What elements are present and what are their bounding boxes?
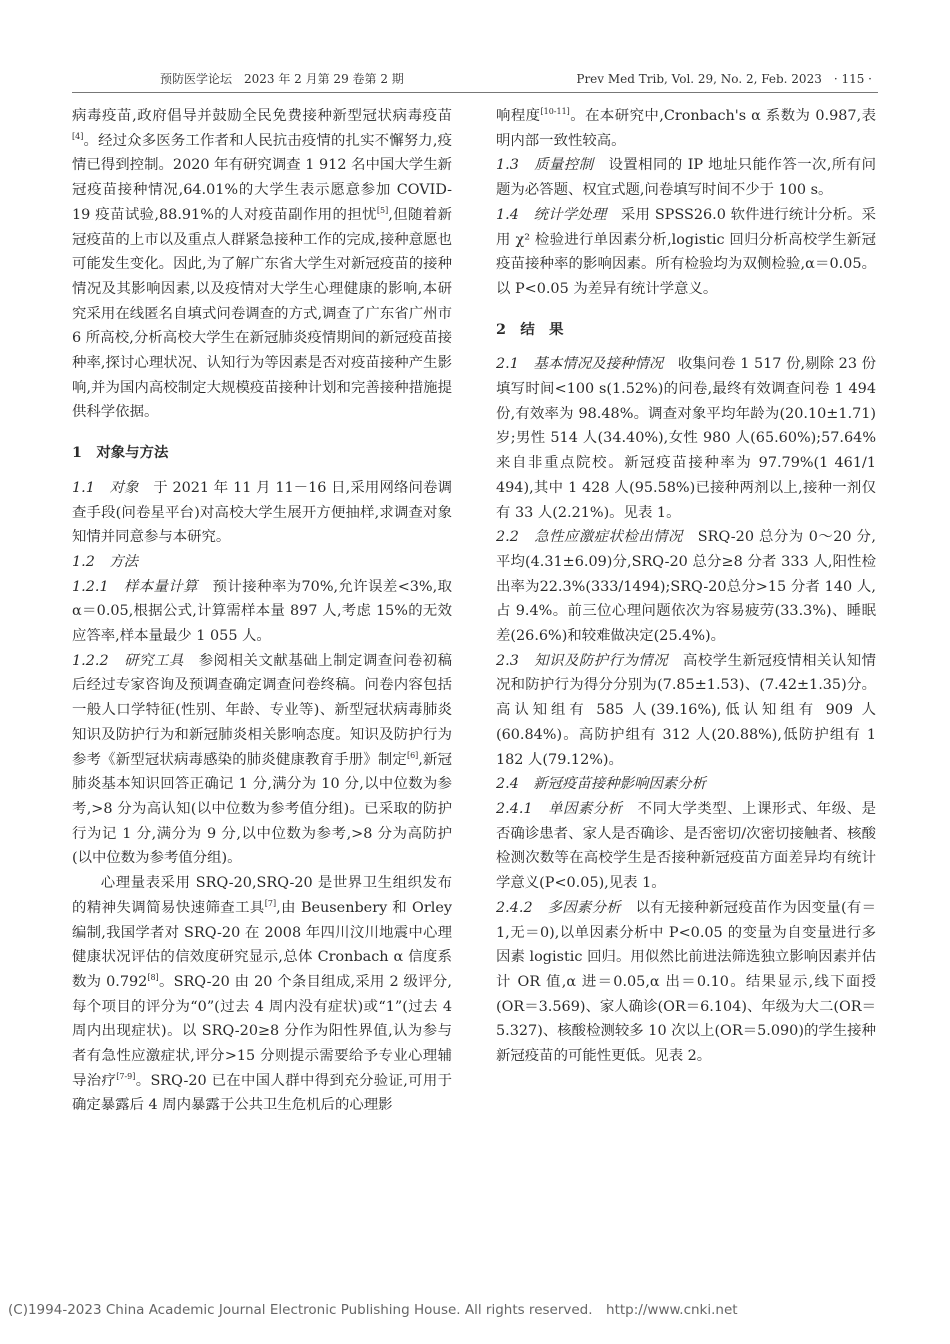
intro-paragraph: 病毒疫苗,政府倡导并鼓励全民免费接种新型冠状病毒疫苗[4]。经过众多医务工作者和人民抗击疫情的扎实不懈努力,疫情已得到控制。2020 年有研究调查 1 912 名中国大学生新冠疫苗接种情况,64.01%的大学生表示愿意参加 COVID-19 疫苗试验,88.91%的人对疫苗副作用的担忧[5],但随着新冠疫苗的上市以及重点人群紧急接种工作的完成,接种意愿也可能发生变化。因此,为了解广东省大学生对新冠疫苗的接种情况及其影响因素,以及疫情对大学生心理健康的影响,本研究采用在线匿名自填式问卷调查的方式,调查了广东省广州市 6 所高校,分析高校大学生在新冠肺炎疫情期间的新冠疫苗接种率,探讨心理状况、认知行为等因素是否对疫苗接种产生影响,并为国内高校制定大规模疫苗接种计划和完善接种措施提供科学依据。 <box>72 108 452 421</box>
section-1-2-heading: 1.2 方法 <box>72 553 139 570</box>
right-column <box>496 104 876 1069</box>
section-1-2-2: 1.2.2 研究工具 参阅相关文献基础上制定调查问卷初稿后经过专家咨询及预调查确定调查问卷终稿。问卷内容包括一般人口学特征(性别、年龄、专业等)、新型冠状病毒肺炎知识及防护行为和新冠肺炎相关影响态度。知识及防护行为参考《新型冠状病毒感染的肺炎健康教育手册》制定[6],新冠肺炎基本知识回答正确记 1 分,满分为 10 分,以中位数为参考,>8 分为高认知(以中位数为参考值分组)。已采取的防护行为记 1 分,满分为 9 分,以中位数为参考,>8 分为高防护(以中位数为参考值分组)。 <box>72 652 452 867</box>
section-1-1: 1.1 对象 于 2021 年 11 月 11－16 日,采用网络问卷调查手段(问卷星平台)对高校大学生展开方便抽样,求调查对象知情并同意参与本研究。 <box>72 479 452 546</box>
continued-paragraph: 响程度[10-11]。在本研究中,Cronbach's α 系数为 0.987,表明内部一致性较高。 <box>496 107 876 149</box>
running-header-right: Prev Med Trib, Vol. 29, No. 2, Feb. 2023 · 115 · <box>576 72 872 86</box>
header-rule <box>72 92 878 93</box>
section-2-1: 2.1 基本情况及接种情况 收集问卷 1 517 份,剔除 23 份填写时间<100 s(1.52%)的问卷,最终有效调查问卷 1 494 份,有效率为 98.48%。调查对象平均年龄为(20.10±1.71)岁;男性 514 人(34.40%),女性 980 人(65.60%);57.64%来自非重点院校。新冠疫苗接种率为 97.79%(1 461/1 494),其中 1 428 人(95.58%)已接种两剂以上,接种一剂仅有 33 人(2.21%)。见表 1。 <box>496 356 876 521</box>
section-2-4-2: 2.4.2 多因素分析 以有无接种新冠疫苗作为因变量(有＝1,无＝0),以单因素分析中 P<0.05 的变量为自变量进行多因素 logistic 回归。用似然比前进法筛选独立影响因素并估计 OR 值,α 进＝0.05,α 出＝0.10。结果显示,线下面授(OR＝3.569)、家人确诊(OR＝6.104)、年级为大二(OR＝5.327)、核酸检测较多 10 次以上(OR＝5.090)的学生接种新冠疫苗的可能性更低。见表 2。 <box>496 899 876 1065</box>
section-1-2-1: 1.2.1 样本量计算 预计接种率为70%,允许误差<3%,取 α＝0.05,根据公式,计算需样本量 897 人,考虑 15%的无效应答率,样本量最少 1 055 人。 <box>72 578 452 645</box>
section-1-3: 1.3 质量控制 设置相同的 IP 地址只能作答一次,所有问题为必答题、权宜式题,问卷填写时间不少于 100 s。 <box>496 157 877 199</box>
section-2-2: 2.2 急性应激症状检出情况 SRQ-20 总分为 0～20 分,平均(4.31±6.09)分,SRQ-20 总分≥8 分者 333 人,阳性检出率为22.3%(333/1494);SRQ-20总分>15 分者 140 人,占 9.4%。前三位心理问题依次为容易疲劳(33.3%)、睡眠差(26.6%)和较难做决定(25.4%)。 <box>496 529 876 645</box>
running-header-left: 预防医学论坛 2023 年 2 月第 29 卷第 2 期 <box>160 72 404 86</box>
left-column <box>72 104 452 1118</box>
copyright-footer: (C)1994-2023 China Academic Journal Electronic Publishing House. All rights reserved. http://www.cnki.net <box>8 1302 738 1318</box>
section-1-4: 1.4 统计学处理 采用 SPSS26.0 软件进行统计分析。采用 χ² 检验进行单因素分析,logistic 回归分析高校学生新冠疫苗接种率的影响因素。所有检验均为双侧检验,α＝0.05。以 P<0.05 为差异有统计学意义。 <box>496 206 877 297</box>
section-1-heading: 1 对象与方法 <box>72 444 169 462</box>
section-2-heading: 2 结 果 <box>496 320 564 338</box>
section-2-3: 2.3 知识及防护行为情况 高校学生新冠疫情相关认知情况和防护行为得分分别为(7.85±1.53)、(7.42±1.35)分。高认知组有 585 人(39.16%),低认知组有 909 人(60.84%)。高防护组有 312 人(20.88%),低防护组有 1 182 人(79.12%)。 <box>496 652 876 768</box>
section-2-4-heading: 2.4 新冠疫苗接种影响因素分析 <box>496 776 706 793</box>
srq-paragraph: 心理量表采用 SRQ-20,SRQ-20 是世界卫生组织发布的精神失调简易快速筛查工具[7],由 Beusenbery 和 Orley 编制,我国学者对 SRQ-20 在 2008 年四川汶川地震中心理健康状况评估的信效度研究显示,总体 Cronbach α 信度系数为 0.792[8]。SRQ-20 由 20 个条目组成,采用 2 级评分,每个项目的评分为“0”(过去 4 周内没有症状)或“1”(过去 4 周内出现症状)。以 SRQ-20≥8 分作为阳性界值,认为参与者有急性应激症状,评分>15 分则提示需要给予专业心理辅导治疗[7-9]。SRQ-20 已在中国人群中得到充分验证,可用于确定暴露后 4 周内暴露于公共卫生危机后的心理影 <box>72 875 452 1114</box>
section-2-4-1: 2.4.1 单因素分析 不同大学类型、上课形式、年级、是否确诊患者、家人是否确诊、是否密切/次密切接触者、核酸检测次数等在高校学生是否接种新冠疫苗方面差异均有统计学意义(P<0.05),见表 1。 <box>496 800 876 892</box>
